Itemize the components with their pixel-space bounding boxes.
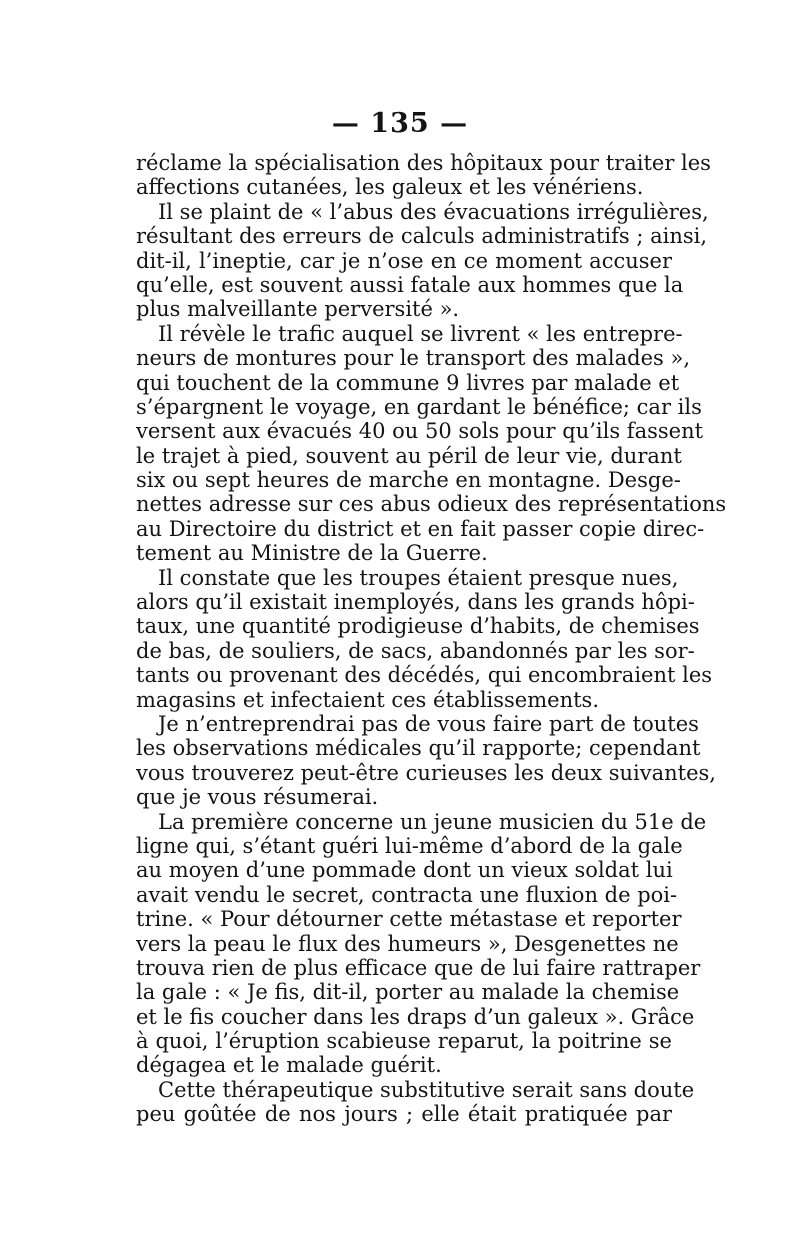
text-line: dégagea et le malade guérit. (136, 1053, 442, 1078)
text-line: ligne qui, s’étant guéri lui-même d’abord de la gale (136, 833, 683, 858)
text-line: La première concerne un jeune musicien du 51e de (158, 809, 707, 834)
text-line: Il révèle le trafic auquel se livrent « les entrepre- (158, 321, 683, 346)
text-line: avait vendu le secret, contracta une fluxion de poi- (136, 882, 678, 907)
text-line: taux, une quantité prodigieuse d’habits, de chemises (136, 614, 700, 639)
body-text (136, 151, 727, 1127)
page-number: — 135 — (331, 108, 469, 139)
text-line: au Directoire du district et en fait passer copie direc- (136, 516, 705, 541)
text-line: s’épargnent le voyage, en gardant le bénéfice; car ils (136, 394, 702, 419)
text-line: qui touchent de la commune 9 livres par malade et (136, 370, 680, 395)
text-line: plus malveillante perversité ». (136, 297, 460, 322)
text-line: au moyen d’une pommade dont un vieux soldat lui (136, 858, 673, 883)
text-line: le trajet à pied, souvent au péril de leur vie, durant (136, 443, 682, 468)
text-line: vers la peau le flux des humeurs », Desgenettes ne (136, 931, 679, 956)
text-line: à quoi, l’éruption scabieuse reparut, la poitrine se (136, 1029, 672, 1054)
text-line: résultant des erreurs de calculs administratifs ; ainsi, (136, 224, 708, 249)
text-line: dit-il, l’ineptie, car je n’ose en ce moment accuser (136, 248, 672, 273)
text-line: qu’elle, est souvent aussi fatale aux hommes que la (136, 272, 684, 297)
text-line: de bas, de souliers, de sacs, abandonnés par les sor- (136, 638, 695, 663)
text-line: trine. « Pour détourner cette métastase et reporter (136, 907, 682, 932)
text-line: Cette thérapeutique substitutive serait sans doute (158, 1077, 695, 1102)
text-line: que je vous résumerai. (136, 785, 379, 810)
text-line: Il constate que les troupes étaient presque nues, (158, 565, 679, 590)
text-line: tants ou provenant des décédés, qui encombraient les (136, 663, 713, 688)
text-line: les observations médicales qu’il rapporte; cependant (136, 736, 701, 761)
text-line: Il se plaint de « l’abus des évacuations irrégulières, (158, 199, 709, 224)
text-line: affections cutanées, les galeux et les vénériens. (136, 175, 644, 200)
text-line: versent aux évacués 40 ou 50 sols pour qu’ils fassent (136, 419, 704, 444)
text-line: trouva rien de plus efficace que de lui faire rattraper (136, 955, 701, 980)
text-line: réclame la spécialisation des hôpitaux pour traiter les (136, 151, 711, 175)
text-line: et le fis coucher dans les draps d’un galeux ». Grâce (136, 1004, 695, 1029)
text-line: la gale : « Je fis, dit-il, porter au malade la chemise (136, 980, 680, 1005)
text-line: six ou sept heures de marche en montagne. Desge- (136, 468, 681, 493)
text-line: magasins et infectaient ces établissements. (136, 687, 599, 712)
text-line: nettes adresse sur ces abus odieux des représentations (136, 492, 727, 517)
text-line: neurs de montures pour le transport des malades », (136, 346, 690, 371)
text-line: vous trouverez peut-être curieuses les deux suivantes, (136, 760, 716, 785)
text-line: alors qu’il existait inemployés, dans les grands hôpi- (136, 590, 695, 615)
text-line: tement au Ministre de la Guerre. (136, 541, 488, 566)
text-line: peu goûtée de nos jours ; elle était pratiquée par (136, 1102, 672, 1127)
text-line: Je n’entreprendrai pas de vous faire part de toutes (158, 711, 699, 736)
